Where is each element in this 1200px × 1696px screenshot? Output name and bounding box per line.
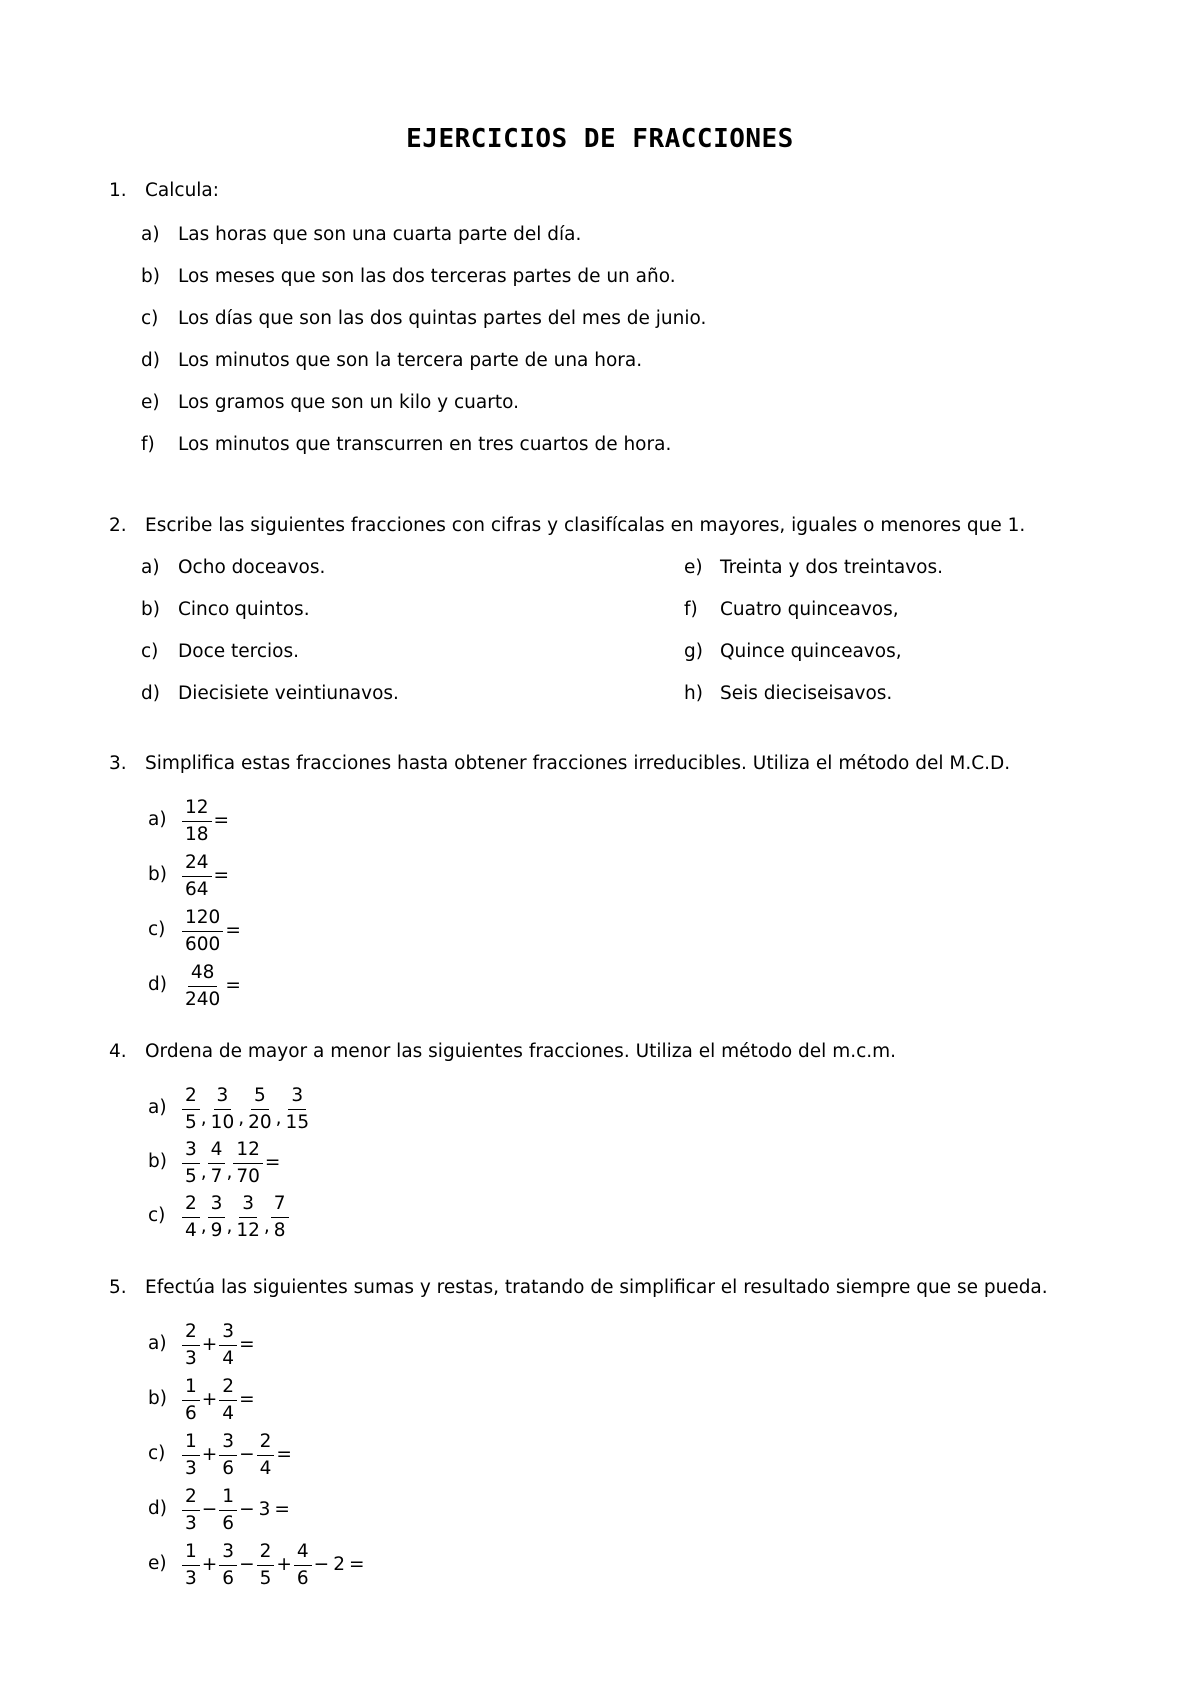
fraction	[182, 796, 212, 847]
denominator: 12	[236, 1219, 260, 1241]
item-text: Diecisiete veintiunavos.	[178, 683, 399, 704]
fraction	[271, 1192, 289, 1243]
item-label: b)	[141, 599, 160, 620]
question-number: 1.	[109, 180, 127, 201]
item-label: a)	[141, 224, 160, 245]
denominator: 5	[185, 1111, 197, 1133]
numerator: 1	[182, 1430, 200, 1456]
denominator: 8	[273, 1219, 286, 1241]
question-text: Calcula:	[145, 180, 219, 201]
math-expression	[182, 1427, 294, 1483]
item-label: a)	[148, 809, 167, 830]
denominator: 4	[259, 1457, 272, 1479]
item-label: c)	[141, 641, 159, 662]
equals-sign: =	[239, 1389, 255, 1410]
denominator: 240	[185, 988, 221, 1010]
numerator: 3	[208, 1192, 226, 1218]
item-text: Los minutos que transcurren en tres cuartos de hora.	[178, 434, 672, 455]
question-number: 4.	[109, 1041, 127, 1062]
question-number: 5.	[109, 1277, 127, 1298]
numerator: 2	[219, 1375, 237, 1401]
numerator: 1	[182, 1540, 200, 1566]
item-label: f)	[141, 434, 155, 455]
item-label: b)	[148, 1151, 167, 1172]
item-label: b)	[141, 266, 160, 287]
numerator: 12	[182, 796, 212, 822]
denominator: 6	[222, 1457, 235, 1479]
numerator: 1	[219, 1485, 237, 1511]
fraction	[233, 1138, 263, 1189]
denominator: 15	[285, 1111, 310, 1133]
fraction	[219, 1430, 237, 1481]
fraction	[182, 906, 223, 957]
numerator: 4	[208, 1138, 226, 1164]
math-expression	[182, 1081, 312, 1137]
denominator: 3	[185, 1567, 197, 1589]
denominator: 3	[185, 1457, 197, 1479]
minus-sign: −	[239, 1554, 255, 1575]
denominator: 18	[185, 823, 209, 845]
minus-sign: −	[239, 1499, 255, 1520]
denominator: 3	[185, 1347, 197, 1369]
item-label: c)	[148, 919, 166, 940]
numerator: 24	[182, 851, 212, 877]
whole-number: 3	[258, 1499, 271, 1520]
fraction	[219, 1540, 237, 1591]
item-text: Los meses que son las dos terceras partes de un año.	[178, 266, 676, 287]
denominator: 6	[296, 1567, 309, 1589]
math-expression	[182, 1189, 289, 1245]
fraction	[182, 1375, 200, 1426]
item-text: Treinta y dos treintavos.	[720, 557, 943, 578]
page-title: EJERCICIOS DE FRACCIONES	[406, 124, 794, 154]
question-text: Escribe las siguientes fracciones con cifras y clasifícalas en mayores, iguales o menores que 1.	[145, 515, 1026, 536]
numerator: 3	[219, 1320, 237, 1346]
question-text: Ordena de mayor a menor las siguientes fracciones. Utiliza el método del m.c.m.	[145, 1041, 897, 1062]
item-label: e)	[148, 1553, 167, 1574]
numerator: 3	[239, 1192, 257, 1218]
plus-sign: +	[201, 1334, 218, 1355]
numerator: 2	[182, 1192, 200, 1218]
item-label: d)	[148, 974, 167, 995]
fraction	[182, 1320, 200, 1371]
item-label: d)	[148, 1498, 167, 1519]
fraction	[219, 1375, 237, 1426]
item-label: a)	[141, 557, 160, 578]
denominator: 3	[185, 1512, 197, 1534]
question-number: 2.	[109, 515, 127, 536]
fraction	[257, 1540, 275, 1591]
denominator: 20	[248, 1111, 272, 1133]
denominator: 4	[185, 1219, 197, 1241]
item-label: e)	[141, 392, 160, 413]
numerator: 12	[233, 1138, 263, 1164]
comma-separator: ,	[200, 1108, 207, 1129]
fraction	[257, 1430, 275, 1481]
item-label: g)	[684, 641, 703, 662]
item-text: Los gramos que son un kilo y cuarto.	[178, 392, 519, 413]
fraction	[283, 1084, 313, 1135]
denominator: 600	[185, 933, 221, 955]
equals-sign: =	[239, 1334, 255, 1355]
fraction	[245, 1084, 275, 1135]
fraction	[219, 1485, 237, 1536]
fraction	[182, 1430, 200, 1481]
item-label: h)	[684, 683, 703, 704]
fraction	[233, 1192, 263, 1243]
denominator: 5	[259, 1567, 272, 1589]
denominator: 64	[185, 878, 209, 900]
question-number: 3.	[109, 753, 127, 774]
item-label: c)	[148, 1205, 166, 1226]
fraction	[182, 1138, 200, 1189]
plus-sign: +	[201, 1554, 218, 1575]
comma-separator: ,	[200, 1162, 207, 1183]
numerator: 2	[182, 1320, 200, 1346]
math-expression	[182, 793, 231, 849]
minus-sign: −	[239, 1444, 255, 1465]
fraction	[182, 1192, 200, 1243]
denominator: 7	[210, 1165, 223, 1187]
item-text: Los días que son las dos quintas partes del mes de junio.	[178, 308, 707, 329]
minus-sign: −	[313, 1554, 330, 1575]
item-label: b)	[148, 1388, 167, 1409]
comma-separator: ,	[226, 1162, 233, 1183]
fraction	[219, 1320, 237, 1371]
plus-sign: +	[201, 1444, 218, 1465]
numerator: 2	[257, 1540, 275, 1566]
item-label: d)	[141, 350, 160, 371]
numerator: 3	[214, 1084, 232, 1110]
numerator: 3	[182, 1138, 200, 1164]
item-text: Quince quinceavos,	[720, 641, 902, 662]
fraction	[208, 1138, 226, 1189]
numerator: 2	[182, 1084, 200, 1110]
numerator: 3	[288, 1084, 306, 1110]
comma-separator: ,	[263, 1216, 270, 1237]
question-text: Simplifica estas fracciones hasta obtener fracciones irreducibles. Utiliza el método del M.C.D.	[145, 753, 1011, 774]
comma-separator: ,	[226, 1216, 233, 1237]
math-expression	[182, 1537, 366, 1593]
fraction	[182, 1084, 200, 1135]
equals-sign: =	[348, 1554, 365, 1575]
fraction	[182, 851, 212, 902]
denominator: 5	[185, 1165, 197, 1187]
fraction	[182, 1485, 200, 1536]
math-expression	[182, 958, 243, 1014]
denominator: 10	[210, 1111, 235, 1133]
fraction	[294, 1540, 312, 1591]
equals-sign: =	[225, 975, 241, 996]
item-label: e)	[684, 557, 703, 578]
numerator: 120	[182, 906, 223, 932]
equals-sign: =	[274, 1499, 290, 1520]
item-label: d)	[141, 683, 160, 704]
comma-separator: ,	[238, 1108, 245, 1129]
item-text: Las horas que son una cuarta parte del día.	[178, 224, 582, 245]
whole-number: 2	[333, 1554, 345, 1575]
item-label: b)	[148, 864, 167, 885]
item-label: a)	[148, 1333, 167, 1354]
denominator: 6	[222, 1567, 235, 1589]
equals-sign: =	[213, 810, 230, 831]
math-expression	[182, 903, 243, 959]
item-label: f)	[684, 599, 698, 620]
fraction	[208, 1084, 238, 1135]
comma-separator: ,	[200, 1216, 207, 1237]
item-text: Seis dieciseisavos.	[720, 683, 893, 704]
item-text: Cinco quintos.	[178, 599, 310, 620]
fraction	[182, 961, 223, 1012]
math-expression	[182, 1135, 282, 1191]
minus-sign: −	[201, 1499, 218, 1520]
fraction	[182, 1540, 200, 1591]
item-text: Doce tercios.	[178, 641, 299, 662]
denominator: 4	[222, 1347, 235, 1369]
denominator: 9	[210, 1219, 223, 1241]
item-text: Los minutos que son la tercera parte de una hora.	[178, 350, 643, 371]
numerator: 7	[271, 1192, 289, 1218]
equals-sign: =	[264, 1152, 281, 1173]
numerator: 48	[188, 961, 218, 987]
equals-sign: =	[213, 865, 230, 886]
equals-sign: =	[225, 920, 241, 941]
item-text: Ocho doceavos.	[178, 557, 326, 578]
item-text: Cuatro quinceavos,	[720, 599, 899, 620]
item-label: a)	[148, 1097, 167, 1118]
denominator: 4	[222, 1402, 235, 1424]
numerator: 3	[219, 1430, 237, 1456]
numerator: 2	[257, 1430, 275, 1456]
math-expression	[182, 1372, 257, 1428]
numerator: 1	[182, 1375, 200, 1401]
numerator: 4	[294, 1540, 312, 1566]
item-label: c)	[148, 1443, 166, 1464]
denominator: 70	[236, 1165, 260, 1187]
numerator: 2	[182, 1485, 200, 1511]
item-label: c)	[141, 308, 159, 329]
question-text: Efectúa las siguientes sumas y restas, tratando de simplificar el resultado siempre que se pueda.	[145, 1277, 1048, 1298]
plus-sign: +	[276, 1554, 292, 1575]
numerator: 5	[251, 1084, 269, 1110]
numerator: 3	[219, 1540, 237, 1566]
fraction	[208, 1192, 226, 1243]
denominator: 6	[185, 1402, 197, 1424]
comma-separator: ,	[275, 1108, 282, 1129]
plus-sign: +	[201, 1389, 218, 1410]
equals-sign: =	[276, 1444, 292, 1465]
math-expression	[182, 1482, 292, 1538]
math-expression	[182, 1317, 257, 1373]
denominator: 6	[222, 1512, 235, 1534]
math-expression	[182, 848, 231, 904]
